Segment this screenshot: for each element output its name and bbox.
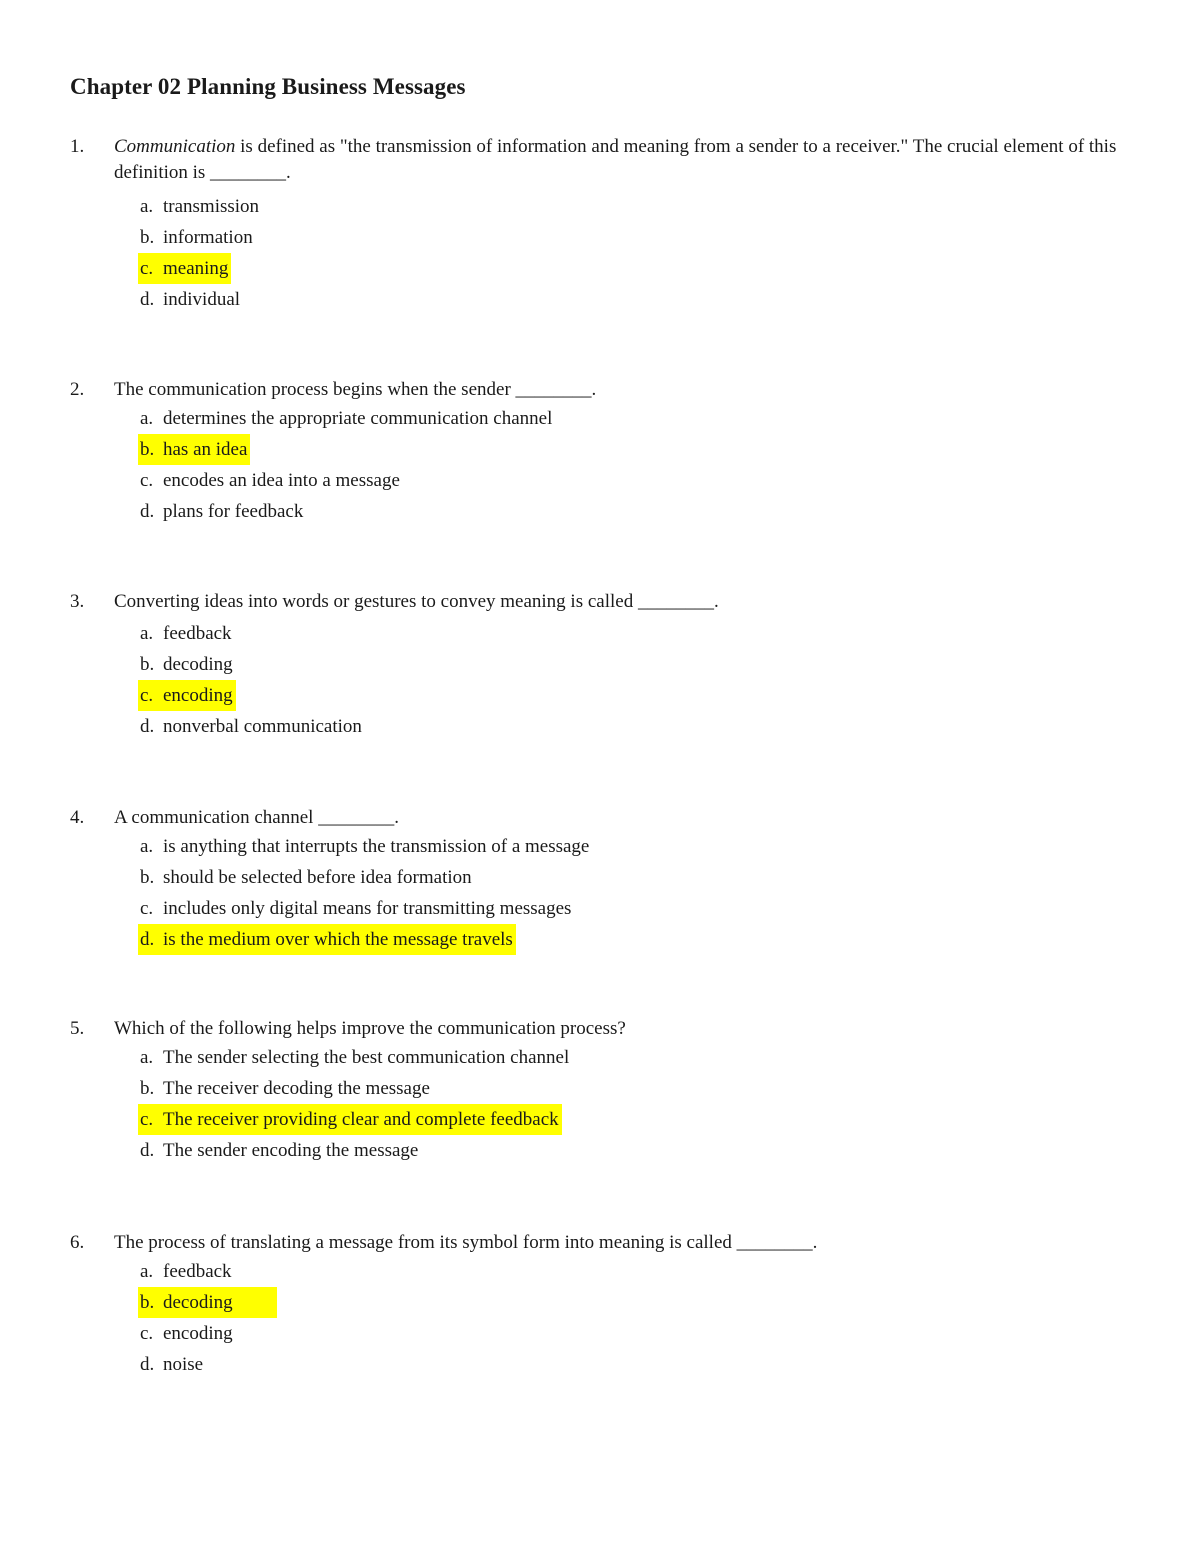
question-stem-italic: Communication [114,136,236,157]
option-list [0,191,1200,315]
option-letter: d. [140,1354,155,1375]
option-text: encodes an idea into a message [163,470,400,491]
option-content [138,465,403,496]
highlighted-answer [138,434,250,465]
highlighted-answer [138,253,231,284]
option-content [138,1135,421,1166]
option-list [0,1256,1200,1380]
option-letter: c. [140,685,154,706]
option-d [0,1135,1200,1166]
option-d [0,284,1200,315]
option-b [0,862,1200,893]
option-content [138,1349,206,1380]
option-b [0,434,1200,465]
option-d [0,496,1200,527]
option-letter: c. [140,470,154,491]
question-1 [0,134,1200,315]
option-letter: a. [140,623,154,644]
question-stem: Converting ideas into words or gestures to convey meaning is called ________. [114,591,719,612]
option-text: determines the appropriate communication channel [163,408,553,429]
option-c [0,465,1200,496]
option-a [0,191,1200,222]
option-list [0,1042,1200,1166]
question-3 [0,589,1200,742]
option-letter: b. [140,654,155,675]
option-content [138,618,235,649]
option-letter: d. [140,929,155,950]
option-text: information [163,227,253,248]
option-list [0,618,1200,742]
option-letter: a. [140,836,154,857]
question-number: 1. [70,136,85,157]
option-text: The receiver providing clear and complete feedback [163,1109,559,1130]
option-text: The sender encoding the message [163,1140,419,1161]
option-text: decoding [163,1292,233,1313]
option-letter: b. [140,439,155,460]
question-stem: A communication channel ________. [114,807,399,828]
option-letter: a. [140,408,154,429]
option-content [138,191,262,222]
option-c [0,893,1200,924]
option-text: feedback [163,1261,232,1282]
question-5 [0,1016,1200,1166]
option-list [0,403,1200,527]
option-text: includes only digital means for transmitting messages [163,898,572,919]
option-letter: b. [140,1078,155,1099]
option-b [0,1073,1200,1104]
option-a [0,831,1200,862]
option-text: encoding [163,1323,233,1344]
question-stem: Which of the following helps improve the communication process? [114,1018,626,1039]
option-content [138,711,365,742]
option-letter: b. [140,1292,155,1313]
option-letter: b. [140,867,155,888]
question-number: 5. [70,1018,85,1039]
option-text: has an idea [163,439,248,460]
question-number: 3. [70,591,85,612]
option-letter: d. [140,716,155,737]
option-letter: a. [140,1047,154,1068]
option-letter: b. [140,227,155,248]
option-letter: c. [140,1323,154,1344]
option-letter: d. [140,289,155,310]
option-text: nonverbal communication [163,716,362,737]
option-letter: c. [140,898,154,919]
option-content [138,1073,433,1104]
option-c [0,253,1200,284]
highlighted-answer [138,1104,562,1135]
question-4 [0,805,1200,955]
option-text: is anything that interrupts the transmission of a message [163,836,590,857]
option-content [138,649,236,680]
option-content [138,862,475,893]
option-text: is the medium over which the message travels [163,929,513,950]
option-letter: c. [140,258,154,279]
question-stem-rest: is defined as "the transmission of information and meaning from a sender to a receiver." The crucial element of this definition is ________. [114,136,1117,183]
option-text: decoding [163,654,233,675]
option-a [0,403,1200,434]
option-text: The receiver decoding the message [163,1078,430,1099]
option-letter: a. [140,196,154,217]
option-c [0,1104,1200,1135]
question-number: 2. [70,379,85,400]
highlighted-answer [138,680,236,711]
option-letter: d. [140,501,155,522]
option-a [0,1256,1200,1287]
question-stem: The communication process begins when the sender ________. [114,379,597,400]
option-c [0,680,1200,711]
option-d [0,1349,1200,1380]
option-d [0,924,1200,955]
question-2 [0,377,1200,527]
option-text: individual [163,289,241,310]
option-text: feedback [163,623,232,644]
option-letter: a. [140,1261,154,1282]
option-content [138,831,592,862]
question-number: 6. [70,1232,85,1253]
option-text: encoding [163,685,233,706]
option-text: should be selected before idea formation [163,867,472,888]
option-a [0,618,1200,649]
question-stem [114,134,1134,186]
option-b [0,1287,1200,1318]
option-text: transmission [163,196,260,217]
question-stem: The process of translating a message from its symbol form into meaning is called ________. [114,1232,818,1253]
option-letter: c. [140,1109,154,1130]
option-b [0,649,1200,680]
option-text: plans for feedback [163,501,304,522]
question-6 [0,1230,1200,1380]
option-letter: d. [140,1140,155,1161]
page-title: Chapter 02 Planning Business Messages [70,74,466,99]
highlighted-answer [138,924,516,955]
question-number: 4. [70,807,85,828]
option-content [138,222,256,253]
option-a [0,1042,1200,1073]
option-d [0,711,1200,742]
option-list [0,831,1200,955]
option-c [0,1318,1200,1349]
option-content [138,284,243,315]
option-content [138,1256,235,1287]
option-content [138,403,555,434]
option-text: The sender selecting the best communication channel [163,1047,570,1068]
option-content [138,1042,572,1073]
option-text: meaning [163,258,229,279]
option-content [138,893,574,924]
option-b [0,222,1200,253]
option-content [138,1318,236,1349]
option-content [138,496,306,527]
option-text: noise [163,1354,204,1375]
highlighted-answer [138,1287,277,1318]
